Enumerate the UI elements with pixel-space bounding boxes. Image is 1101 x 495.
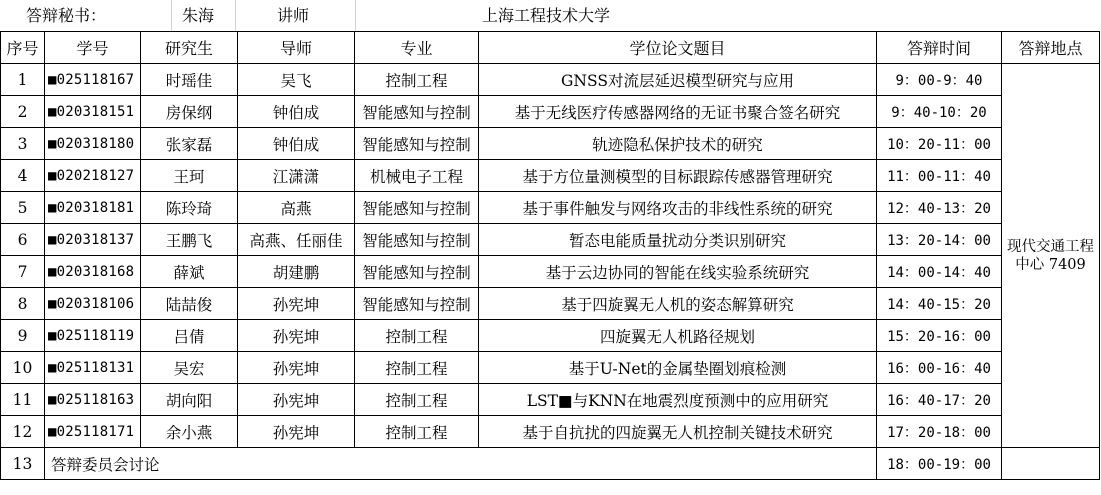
defense-time: 13：20-14：00 (877, 224, 1002, 256)
university-name: 上海工程技术大学 (482, 6, 611, 25)
col-header-advisor: 导师 (238, 32, 355, 64)
thesis-title: 基于U-Net的金属垫圈划痕检测 (479, 352, 877, 384)
secretary-name: 朱海 (182, 6, 215, 25)
defense-time: 9：40-10：20 (877, 96, 1002, 128)
advisor-name: 高燕 (238, 192, 355, 224)
defense-time: 16：40-17：20 (877, 384, 1002, 416)
major: 机械电子工程 (355, 160, 479, 192)
row-no: 2 (1, 96, 45, 128)
thesis-title: 四旋翼无人机路径规划 (479, 320, 877, 352)
defense-time: 18：00-19：00 (877, 448, 1002, 480)
student-name: 房保纲 (141, 96, 238, 128)
secretary-title: 讲师 (277, 6, 310, 25)
table-row (1, 64, 1100, 96)
table-row (1, 160, 1100, 192)
thesis-title: 基于四旋翼无人机的姿态解算研究 (479, 288, 877, 320)
student-name: 陈玲琦 (141, 192, 238, 224)
student-name: 王鹏飞 (141, 224, 238, 256)
row-no: 3 (1, 128, 45, 160)
student-name: 王珂 (141, 160, 238, 192)
table-row (1, 96, 1100, 128)
row-no: 1 (1, 64, 45, 96)
student-id: ■025118171 (45, 416, 141, 448)
major: 智能感知与控制 (355, 192, 479, 224)
table-row (1, 320, 1100, 352)
defense-time: 12：40-13：20 (877, 192, 1002, 224)
student-name: 余小燕 (141, 416, 238, 448)
divider (235, 0, 236, 31)
major: 控制工程 (355, 320, 479, 352)
thesis-title: 基于无线医疗传感器网络的无证书聚合签名研究 (479, 96, 877, 128)
row-no: 7 (1, 256, 45, 288)
row-no: 6 (1, 224, 45, 256)
empty-cell (1002, 448, 1100, 480)
student-id: ■025118167 (45, 64, 141, 96)
student-name: 张家磊 (141, 128, 238, 160)
defense-time: 10：20-11：00 (877, 128, 1002, 160)
major: 控制工程 (355, 64, 479, 96)
defense-time: 14：00-14：40 (877, 256, 1002, 288)
advisor-name: 高燕、任丽佳 (238, 224, 355, 256)
student-name: 陆喆俊 (141, 288, 238, 320)
student-id: ■020318168 (45, 256, 141, 288)
row-no: 11 (1, 384, 45, 416)
col-header-no: 序号 (1, 32, 45, 64)
defense-time: 9：00-9：40 (877, 64, 1002, 96)
student-name: 吴宏 (141, 352, 238, 384)
divider (355, 0, 356, 31)
thesis-title: LST■与KNN在地震烈度预测中的应用研究 (479, 384, 877, 416)
row-no: 4 (1, 160, 45, 192)
advisor-name: 孙宪坤 (238, 416, 355, 448)
defense-time: 14：40-15：20 (877, 288, 1002, 320)
student-id: ■020318106 (45, 288, 141, 320)
major: 智能感知与控制 (355, 224, 479, 256)
table-row (1, 224, 1100, 256)
defense-schedule-table (0, 31, 1100, 480)
row-no: 5 (1, 192, 45, 224)
student-name: 胡向阳 (141, 384, 238, 416)
major: 智能感知与控制 (355, 128, 479, 160)
table-row (1, 256, 1100, 288)
student-name: 吕倩 (141, 320, 238, 352)
student-id: ■025118163 (45, 384, 141, 416)
defense-time: 15：20-16：00 (877, 320, 1002, 352)
row-no: 13 (1, 448, 45, 480)
thesis-title: 基于云边协同的智能在线实验系统研究 (479, 256, 877, 288)
thesis-title: 基于自抗扰的四旋翼无人机控制关键技术研究 (479, 416, 877, 448)
divider (171, 0, 172, 31)
student-id: ■025118119 (45, 320, 141, 352)
major: 控制工程 (355, 352, 479, 384)
student-id: ■020318137 (45, 224, 141, 256)
thesis-title: 基于事件触发与网络攻击的非线性系统的研究 (479, 192, 877, 224)
table-row (1, 416, 1100, 448)
defense-time: 11：00-11：40 (877, 160, 1002, 192)
committee-discussion: 答辩委员会讨论 (45, 448, 877, 480)
advisor-name: 江潇潇 (238, 160, 355, 192)
col-header-location: 答辩地点 (1002, 32, 1100, 64)
advisor-name: 孙宪坤 (238, 320, 355, 352)
advisor-name: 孙宪坤 (238, 352, 355, 384)
col-header-major: 专业 (355, 32, 479, 64)
secretary-label: 答辩秘书： (26, 6, 107, 25)
student-id: ■020218127 (45, 160, 141, 192)
table-row (1, 288, 1100, 320)
major: 智能感知与控制 (355, 288, 479, 320)
student-name: 时瑶佳 (141, 64, 238, 96)
student-id: ■025118131 (45, 352, 141, 384)
student-id: ■020318180 (45, 128, 141, 160)
col-header-time: 答辩时间 (877, 32, 1002, 64)
student-name: 薛斌 (141, 256, 238, 288)
major: 智能感知与控制 (355, 256, 479, 288)
header-row (1, 32, 1100, 64)
col-header-student-id: 学号 (45, 32, 141, 64)
student-id: ■020318151 (45, 96, 141, 128)
row-no: 10 (1, 352, 45, 384)
table-row (1, 352, 1100, 384)
col-header-student: 研究生 (141, 32, 238, 64)
defense-location: 现代交通工程中心 7409 (1002, 64, 1100, 448)
major: 智能感知与控制 (355, 96, 479, 128)
col-header-thesis-title: 学位论文题目 (479, 32, 877, 64)
thesis-title: 轨迹隐私保护技术的研究 (479, 128, 877, 160)
advisor-name: 胡建鹏 (238, 256, 355, 288)
row-no: 12 (1, 416, 45, 448)
thesis-title: 基于方位量测模型的目标跟踪传感器管理研究 (479, 160, 877, 192)
table-row (1, 384, 1100, 416)
thesis-title: 暂态电能质量扰动分类识别研究 (479, 224, 877, 256)
advisor-name: 钟伯成 (238, 96, 355, 128)
discussion-row (1, 448, 1100, 480)
advisor-name: 钟伯成 (238, 128, 355, 160)
major: 控制工程 (355, 384, 479, 416)
row-no: 8 (1, 288, 45, 320)
advisor-name: 吴飞 (238, 64, 355, 96)
major: 控制工程 (355, 416, 479, 448)
defense-time: 17：20-18：00 (877, 416, 1002, 448)
row-no: 9 (1, 320, 45, 352)
advisor-name: 孙宪坤 (238, 384, 355, 416)
table-row (1, 192, 1100, 224)
defense-time: 16：00-16：40 (877, 352, 1002, 384)
thesis-title: GNSS对流层延迟模型研究与应用 (479, 64, 877, 96)
header-bar (0, 0, 1101, 31)
advisor-name: 孙宪坤 (238, 288, 355, 320)
student-id: ■020318181 (45, 192, 141, 224)
table-row (1, 128, 1100, 160)
